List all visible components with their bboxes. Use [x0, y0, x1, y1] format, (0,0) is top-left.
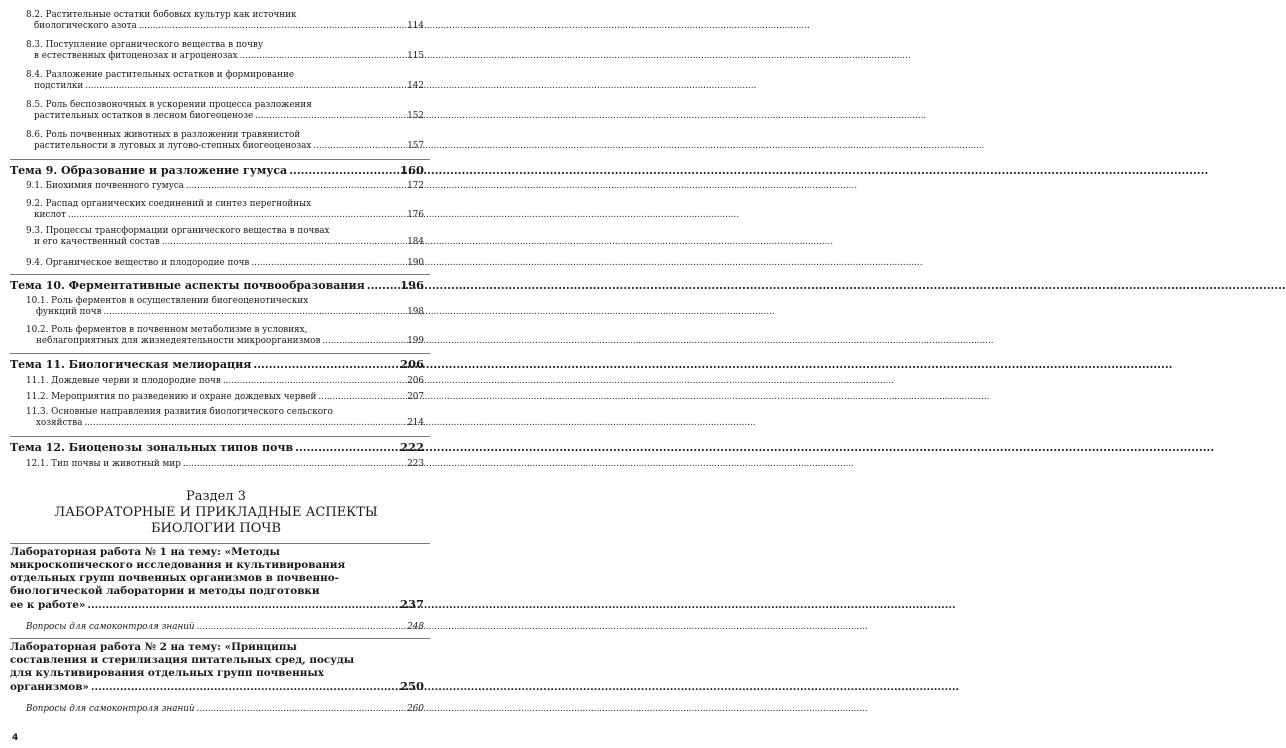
- topic-title: Тема 12. Биоценозы зональных типов почв: [10, 441, 294, 454]
- page-number: 184: [407, 237, 424, 247]
- toc-entry-10-1: [26, 296, 424, 318]
- leader-dots: [186, 181, 405, 192]
- leader-dots: [84, 418, 405, 429]
- toc-questions-2: [26, 704, 424, 715]
- toc-entry-line: подстилки: [34, 81, 84, 91]
- toc-entry-line: растительности в луговых и лугово-степных биогеоценозах: [34, 141, 312, 151]
- divider: [10, 274, 430, 275]
- toc-entry-9-2: [26, 199, 424, 221]
- page-number: 206: [399, 357, 424, 371]
- toc-page: [0, 0, 432, 748]
- page-number: 152: [407, 111, 424, 121]
- toc-entry-line: 10.1. Роль ферментов в осуществлении биогеоценотических: [26, 296, 309, 306]
- toc-entry-line: биологического азота: [34, 21, 137, 31]
- toc-entry-9-1: [26, 181, 424, 192]
- leader-dots: [87, 599, 398, 612]
- toc-entry-line: кислот: [34, 210, 67, 220]
- page-number: 196: [399, 278, 424, 292]
- leader-dots: [197, 622, 406, 633]
- lab-title-line: микроскопического исследования и культивирования: [10, 559, 346, 571]
- page-number: 206: [407, 376, 424, 386]
- toc-entry-line: 12.1. Тип почвы и животный мир: [26, 459, 181, 469]
- section-header: [0, 489, 432, 537]
- toc-entry-line: 8.5. Роль беспозвоночных в ускорении процесса разложения: [26, 100, 312, 110]
- lab-title-line: составления и стерилизация питательных сред, посуды: [10, 654, 355, 666]
- toc-entry-8-5: [26, 100, 424, 122]
- toc-entry-8-4: [26, 70, 424, 92]
- page-number: 250: [399, 679, 424, 693]
- toc-lab-1: [10, 546, 424, 612]
- toc-entry-line: 8.6. Роль почвенных животных в разложении травянистой: [26, 130, 301, 140]
- toc-entry-line: растительных остатков в лесном биогеоценозе: [34, 111, 254, 121]
- leader-dots: [240, 51, 406, 62]
- leader-dots: [104, 307, 406, 318]
- leader-dots: [253, 358, 398, 372]
- leader-dots: [197, 704, 406, 715]
- section-title-line: ЛАБОРАТОРНЫЕ И ПРИКЛАДНЫЕ АСПЕКТЫ: [54, 505, 378, 520]
- page-number: 260: [407, 704, 424, 714]
- toc-entry-line: функций почв: [36, 307, 102, 317]
- questions-label: Вопросы для самоконтроля знаний: [26, 704, 195, 714]
- page-folio: 4: [12, 733, 19, 743]
- toc-topic-12: [10, 440, 424, 455]
- toc-entry-line: 9.1. Биохимия почвенного гумуса: [26, 181, 184, 191]
- toc-entry-line: 9.2. Распад органических соединений и синтез перегнойных: [26, 199, 312, 209]
- toc-lab-2: [10, 641, 424, 694]
- divider: [10, 543, 430, 544]
- toc-topic-11: [10, 357, 424, 372]
- leader-dots: [91, 681, 398, 694]
- toc-entry-9-3: [26, 226, 424, 248]
- toc-entry-8-6: [26, 130, 424, 152]
- leader-dots: [162, 237, 405, 248]
- page-number: 222: [399, 440, 424, 454]
- toc-topic-10: [10, 278, 424, 293]
- toc-entry-line: 8.3. Поступление органического вещества в почву: [26, 40, 264, 50]
- lab-title-line: отдельных групп почвенных организмов в почвенно-: [10, 572, 339, 584]
- leader-dots: [68, 210, 405, 221]
- section-title-line: БИОЛОГИИ ПОЧВ: [150, 521, 282, 536]
- toc-entry-line: 9.4. Органическое вещество и плодородие почв: [26, 258, 250, 268]
- divider: [10, 638, 430, 639]
- divider: [10, 436, 430, 437]
- page-number: 248: [407, 622, 424, 632]
- toc-entry-11-3: [26, 407, 424, 429]
- toc-entry-line: в естественных фитоценозах и агроценозах: [34, 51, 238, 61]
- toc-entry-line: 11.2. Мероприятия по разведению и охране дождевых червей: [26, 392, 317, 402]
- leader-dots: [289, 164, 398, 178]
- leader-dots: [295, 441, 398, 455]
- topic-title: Тема 9. Образование и разложение гумуса: [10, 164, 288, 177]
- toc-entry-line: и его качественный состав: [34, 237, 160, 247]
- questions-label: Вопросы для самоконтроля знаний: [26, 622, 195, 632]
- toc-entry-line: 10.2. Роль ферментов в почвенном метаболизме в условиях,: [26, 325, 308, 335]
- page-number: 114: [407, 21, 424, 31]
- page-number: 160: [399, 163, 424, 177]
- leader-dots: [367, 279, 398, 293]
- divider: [10, 353, 430, 354]
- leader-dots: [251, 258, 405, 269]
- page-number: 172: [407, 181, 424, 191]
- toc-topic-9: [10, 163, 424, 178]
- toc-entry-line: 9.3. Процессы трансформации органического вещества в почвах: [26, 226, 330, 236]
- leader-dots: [139, 21, 405, 32]
- leader-dots: [318, 392, 405, 403]
- toc-entry-11-1: [26, 376, 424, 387]
- toc-entry-line: хозяйства: [36, 418, 83, 428]
- page-number: 115: [407, 51, 424, 61]
- page-number: 142: [407, 81, 424, 91]
- page-number: 223: [407, 459, 424, 469]
- toc-entry-line: 8.2. Растительные остатки бобовых культур как источник: [26, 10, 297, 20]
- toc-entry-8-2: [26, 10, 424, 32]
- toc-entry-12-1: [26, 459, 424, 470]
- toc-entry-line: неблагоприятных для жизнедеятельности микроорганизмов: [36, 336, 321, 346]
- page-number: 157: [407, 141, 424, 151]
- page-number: 199: [407, 336, 424, 346]
- topic-title: Тема 11. Биологическая мелиорация: [10, 358, 252, 371]
- toc-entry-8-3: [26, 40, 424, 62]
- leader-dots: [223, 376, 405, 387]
- page-number: 237: [399, 597, 424, 611]
- leader-dots: [322, 336, 405, 347]
- leader-dots: [313, 141, 405, 152]
- toc-entry-line: 11.1. Дождевые черви и плодородие почв: [26, 376, 221, 386]
- toc-entry-9-4: [26, 258, 424, 269]
- topic-title: Тема 10. Ферментативные аспекты почвообразования: [10, 279, 365, 292]
- page-number: 214: [407, 418, 424, 428]
- page-number: 190: [407, 258, 424, 268]
- lab-title-line: для культивирования отдельных групп почвенных: [10, 667, 324, 679]
- toc-entry-10-2: [26, 325, 424, 347]
- lab-title-line: организмов»: [10, 681, 89, 693]
- lab-title-line: ее к работе»: [10, 599, 86, 611]
- leader-dots: [85, 81, 405, 92]
- page-number: 198: [407, 307, 424, 317]
- leader-dots: [255, 111, 405, 122]
- lab-title-line: биологической лаборатории и методы подготовки: [10, 585, 320, 597]
- page-number: 207: [407, 392, 424, 402]
- toc-entry-11-2: [26, 392, 424, 403]
- leader-dots: [183, 459, 405, 470]
- lab-title-line: Лабораторная работа № 1 на тему: «Методы: [10, 546, 280, 558]
- page-number: 176: [407, 210, 424, 220]
- divider: [10, 159, 430, 160]
- toc-entry-line: 11.3. Основные направления развития биологического сельского: [26, 407, 333, 417]
- toc-entry-line: 8.4. Разложение растительных остатков и формирование: [26, 70, 295, 80]
- section-number: Раздел 3: [186, 489, 246, 504]
- toc-questions-1: [26, 622, 424, 633]
- lab-title-line: Лабораторная работа № 2 на тему: «Принципы: [10, 641, 297, 653]
